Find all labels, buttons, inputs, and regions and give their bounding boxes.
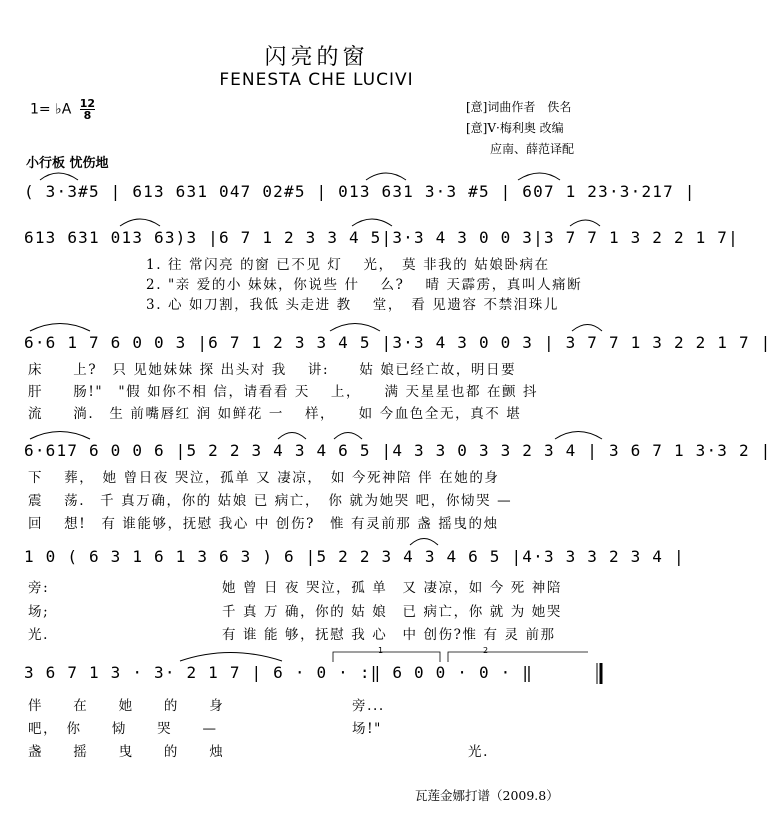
lyric-verse2-line2: 肝 肠!" "假 如你不相 信，请看看 天 上， 满 天星星也都 在颤 抖 xyxy=(28,384,539,400)
lyric-verse2-line3: 震 荡. 千 真万确，你的 姑娘 已 病亡， 你 就为她哭 吧，你恸哭 — xyxy=(28,493,513,509)
key-label: 1= ♭A xyxy=(30,101,72,118)
slur-10 xyxy=(30,432,90,440)
lyric-verse3-ending: 光. xyxy=(468,744,489,760)
lyric-verse2-ending: 场!" xyxy=(352,721,382,737)
lyric-verse3-line4: 有 谁 能 够，抚慰 我 心 中 创伤?惟 有 灵 前那 xyxy=(222,627,556,643)
lyric-verse2-line1: 2. "亲 爱的小 妹妹，你说些 什 么? 晴 天霹雳，真叫人痛断 xyxy=(146,277,583,293)
lyric-verse3-line3: 回 想! 有 谁能够，抚慰 我心 中 创伤? 惟 有灵前那 盏 摇曳的烛 xyxy=(28,516,499,532)
slur-3 xyxy=(518,173,560,180)
volta-bracket-2 xyxy=(448,652,588,662)
lyric-verse3-line1: 3. 心 如刀割，我低 头走进 教 堂， 看 见遗容 不禁泪珠儿 xyxy=(146,297,559,313)
slur-7 xyxy=(30,324,90,332)
title-chinese: 闪亮的窗 xyxy=(264,45,369,70)
lyric-verse3-line4-start: 光. xyxy=(28,627,49,643)
slur-6 xyxy=(570,220,600,226)
meter-top: 12 xyxy=(79,97,96,110)
volta-bracket-1 xyxy=(333,652,440,662)
volta-first-label: 1 xyxy=(378,646,384,655)
lyric-verse1-line5: 伴 在 她 的 身 xyxy=(28,698,225,714)
lyric-verse1-ending: 旁... xyxy=(352,698,385,714)
slur-2 xyxy=(366,173,406,180)
score-line-5: 1 0 ( 6 3 1 6 1 3 6 3 ) 6 |5 2 2 3 4 3 4 6 5 |4·3 3 3 2 3 4 | xyxy=(24,547,685,566)
lyric-verse2-line4: 千 真 万 确，你的 姑 娘 已 病亡，你 就 为 她哭 xyxy=(222,604,562,620)
score-line-3: 6·6 1 7 6 0 0 3 |6 7 1 2 3 3 4 5 |3·3 4 3 0 0 3 | 3 7 7 1 3 2 2 1 7 | xyxy=(24,333,771,352)
lyric-verse3-line2: 流 淌. 生 前嘴唇红 润 如鲜花 一 样， 如 今血色全无，真不 堪 xyxy=(28,406,522,422)
slur-12 xyxy=(334,433,362,440)
slur-4 xyxy=(120,219,160,226)
slur-14 xyxy=(410,539,438,546)
slur-13 xyxy=(555,432,602,440)
slur-9 xyxy=(572,325,602,332)
slur-1 xyxy=(40,173,78,180)
tempo-marking: 小行板 忧伤地 xyxy=(26,156,109,171)
credit-translator: 应南、薛范译配 xyxy=(490,142,575,156)
lyric-verse1-line4-start: 旁: xyxy=(28,580,50,596)
score-line-6: 3 6 7 1 3 · 3· 2 1 7 | 6 · 0 · :‖ 6 0 0 · 0 · ‖ xyxy=(24,663,534,682)
score-line-1: ( 3·3#5 | 613 631 047 02#5 | 013 631 3·3 #5 | 607 1 23·3·217 | xyxy=(24,182,696,201)
credit-composer: [意]词曲作者 佚名 xyxy=(466,100,572,114)
slur-11 xyxy=(278,433,306,440)
lyric-verse1-line1: 1. 往 常闪亮 的窗 已不见 灯 光， 莫 非我的 姑娘卧病在 xyxy=(146,257,550,273)
slur-5 xyxy=(352,219,392,226)
lyric-verse2-line4-start: 场; xyxy=(28,604,50,620)
meter-bottom: 8 xyxy=(83,109,92,122)
score-line-2: 613 631 013 63)3 |6 7 1 2 3 3 4 5|3·3 4 3 0 0 3|3 7 7 1 3 2 2 1 7| xyxy=(24,228,739,247)
score-line-4: 6·617 6 0 0 6 |5 2 2 3 4 3 4 6 5 |4 3 3 0 3 3 2 3 4 | 3 6 7 1 3·3 2 | xyxy=(24,441,771,460)
transcriber-credit: 瓦莲金娜打谱（2009.8） xyxy=(415,788,559,803)
title-english: FENESTA CHE LUCIVI xyxy=(219,70,414,90)
slur-15 xyxy=(180,653,282,662)
credit-arranger: [意]V·梅利奥 改编 xyxy=(466,121,564,135)
slur-8 xyxy=(330,324,380,332)
lyric-verse1-line3: 下 葬， 她 曾日夜 哭泣，孤单 又 凄凉， 如 今死神陪 伴 在她的身 xyxy=(28,470,500,486)
lyric-verse1-line4: 她 曾 日 夜 哭泣，孤 单 又 凄凉，如 今 死 神陪 xyxy=(222,580,562,596)
volta-second-label: 2 xyxy=(483,646,489,655)
lyric-verse3-line5: 盏 摇 曳 的 烛 xyxy=(28,744,225,760)
lyric-verse2-line5: 吧， 你 恸 哭 — xyxy=(28,721,218,737)
lyric-verse1-line2: 床 上? 只 见她妹妹 探 出头对 我 讲: 姑 娘已经亡故，明日要 xyxy=(28,362,517,378)
